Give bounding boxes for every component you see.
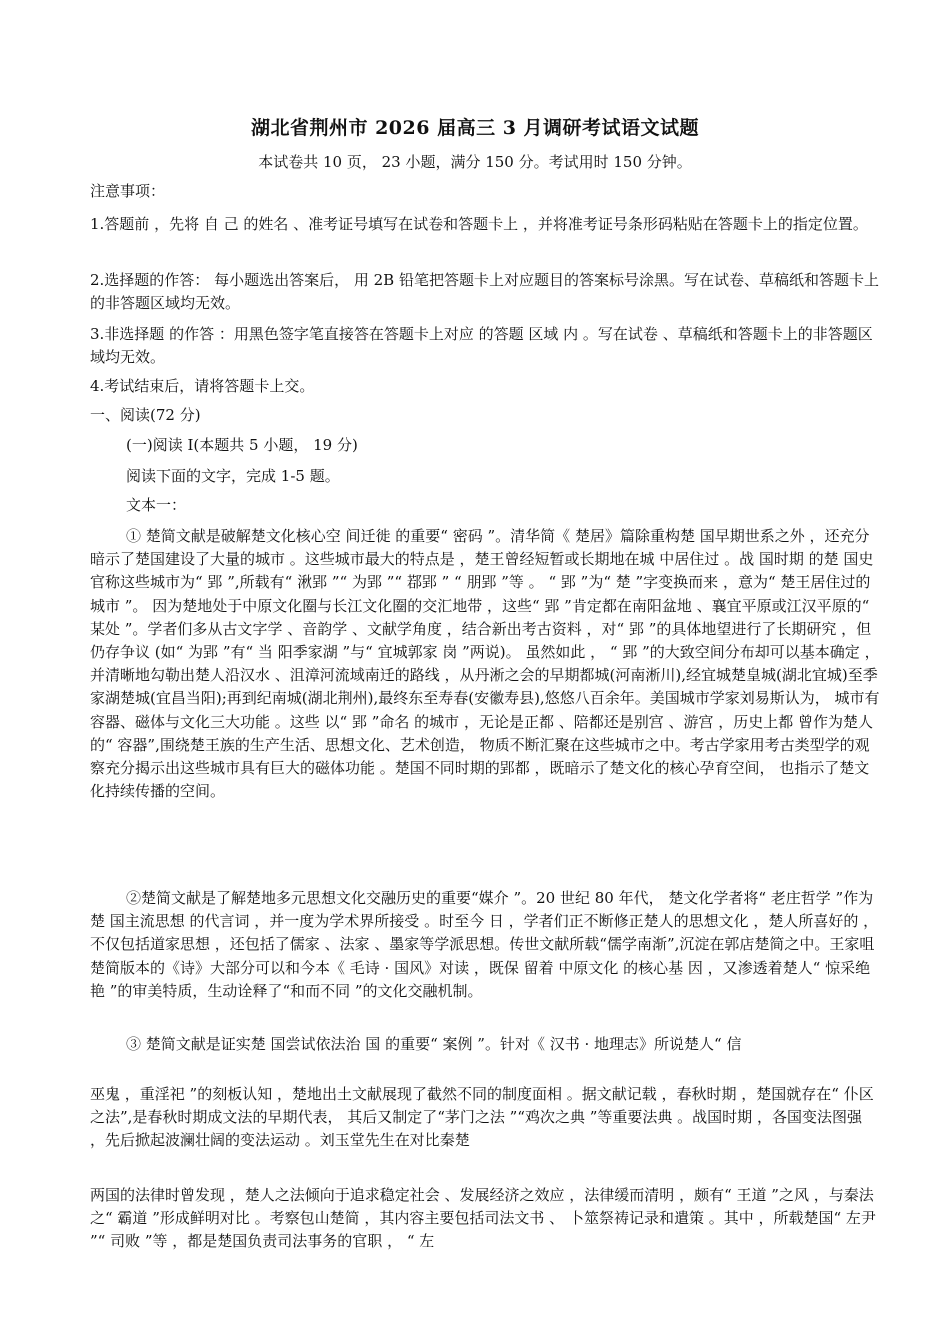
notice-item: 1.答题前 ，先将 自 己 的姓名 、准考证号填写在试卷和答题卡上 ，并将准考证号条形码粘贴在答题卡上的指定位置。 bbox=[90, 215, 868, 233]
page-subtitle: 本试卷共 10 页， 23 小题，满分 150 分。考试用时 150 分钟。 bbox=[258, 153, 692, 171]
notice-heading: 注意事项： bbox=[90, 182, 166, 200]
page-title: 湖北省荆州市 2026 届高三 3 月调研考试语文试题 bbox=[250, 117, 700, 139]
notice-item: 3.非选择题 的作答 ：用黑色签字笔直接答在答题卡上对应 的答题 区域 内 。写在试卷 、草稿纸和答题卡上的非答题区域均无效。 bbox=[90, 325, 873, 367]
notice-item: 2.选择题的作答： 每小题选出答案后， 用 2B 铅笔把答题卡上对应题目的答案标号涂黑。写在试卷、草稿纸和答题卡上的非答题区域均无效。 bbox=[90, 271, 879, 313]
text-label: 文本一： bbox=[126, 496, 187, 514]
paragraph-3-continued-2: 两国的法律时曾发现 ，楚人之法倾向于追求稳定社会 、发展经济之效应 ，法律缓而清明 ，颇有“ 王道 ”之风 ，与秦法之“ 霸道 ”形成鲜明对比 。考察包山楚简 ，其内容主要包括司法文书 、 卜筮祭祷记录和遣策 。其中 ，所载楚国“ 左尹 ”“ 司败 ”等 ，都是楚国负责司法事务的官职 ， “ 左 bbox=[90, 1186, 876, 1251]
paragraph-2: ②楚简文献是了解楚地多元思想文化交融历史的重要“媒介 ”。20 世纪 80 年代， 楚文化学者将“ 老庄哲学 ”作为楚 国主流思想 的代言词 ，并一度为学术界所接受 。时至今 日 ，学者们正不断修正楚人的思想文化 ，楚人所喜好的 ，不仅包括道家思想 ，还包括了儒家 、法家 、墨家等学派思想。传世文献所载“儒学南渐”,沉淀在郭店楚简之中。王家咀楚简版本的《诗》大部分可以和今本《 毛诗 · 国风》对读 ，既保 留着 中原文化 的核心基 因 ，又渗透着楚人“ 惊采绝艳 ”的审美特质，生动诠释了“和而不同 ”的文化交融机制。 bbox=[90, 889, 879, 1000]
paragraph-1: ① 楚简文献是破解楚文化核心空 间迁徙 的重要“ 密码 ”。清华简《 楚居》篇除重构楚 国早期世系之外 ，还充分暗示了楚国建设了大量的城市 。这些城市最大的特点是 ，楚王曾经短暂或长期地在城 中居住过 。战 国时期 的楚 国史官称这些城市为“ 郢 ”,所载有“ 湫郢 ”“ 为郢 ”“ 鄀郢 ” “ 朋郢 ”等 。 “ 郢 ”为“ 楚 ”字变换而来 ，意为“ 楚王居住过的城市 ”。 因为楚地处于中原文化圈与长江文化圈的交汇地带 ，这些“ 郢 ”肯定都在南阳盆地 、襄宜平原或江汉平原的“ 某处 ”。学者们多从古文字学 、音韵学 、文献学角度 ，结合新出考古资料 ，对“ 郢 ”的具体地望进行了长期研究 ，但仍存争议 (如“ 为郢 ”有“ 当 阳季家湖 ”与“ 宜城郭家 岗 ”两说)。 虽然如此 ， “ 郢 ”的大致空间分布却可以基本确定 ，并清晰地勾勒出楚人沿汉水 、沮漳河流域南迁的路线 ，从丹淅之会的早期都城(河南淅川),经宜城楚皇城(湖北宜城)至季家湖楚城(宜昌当阳);再到纪南城(湖北荆州),最终东至寿春(安徽寿县),悠悠八百余年。美国城市学家刘易斯认为， 城市有容器、磁体与文化三大功能 。这些 以“ 郢 ”命名 的城市 ，无论是正都 、陪都还是别宫 、游宫 ，历史上都 曾作为楚人的“ 容器”,围绕楚王族的生产生活、思想文化、艺术创造， 物质不断汇聚在这些城市之中。考古学家用考古类型学的观察充分揭示出这些城市具有巨大的磁体功能 。楚国不同时期的郢都 ，既暗示了楚文化的核心孕育空间， 也指示了楚文化持续传播的空间。 bbox=[90, 527, 880, 801]
sub-section-heading: (一)阅读 I(本题共 5 小题， 19 分) bbox=[126, 436, 358, 454]
paragraph-3: ③ 楚简文献是证实楚 国尝试依法治 国 的重要“ 案例 ”。针对《 汉书 · 地理志》所说楚人“ 信 bbox=[126, 1035, 742, 1053]
paragraph-3-continued: 巫鬼 ，重淫祀 ”的刻板认知 ，楚地出土文献展现了截然不同的制度面相 。据文献记载 ，春秋时期 ，楚国就存在“ 仆区之法”,是春秋时期成文法的早期代表， 其后又制定了“茅门之法 ”“鸡次之典 ”等重要法典 。战国时期 ，各国变法图强 ，先后掀起波澜壮阔的变法运动 。刘玉堂先生在对比秦楚 bbox=[90, 1085, 874, 1150]
notice-item: 4.考试结束后，请将答题卡上交。 bbox=[90, 377, 315, 395]
section-heading: 一、阅读(72 分) bbox=[90, 406, 201, 424]
reading-instruction: 阅读下面的文字，完成 1-5 题。 bbox=[126, 467, 340, 485]
